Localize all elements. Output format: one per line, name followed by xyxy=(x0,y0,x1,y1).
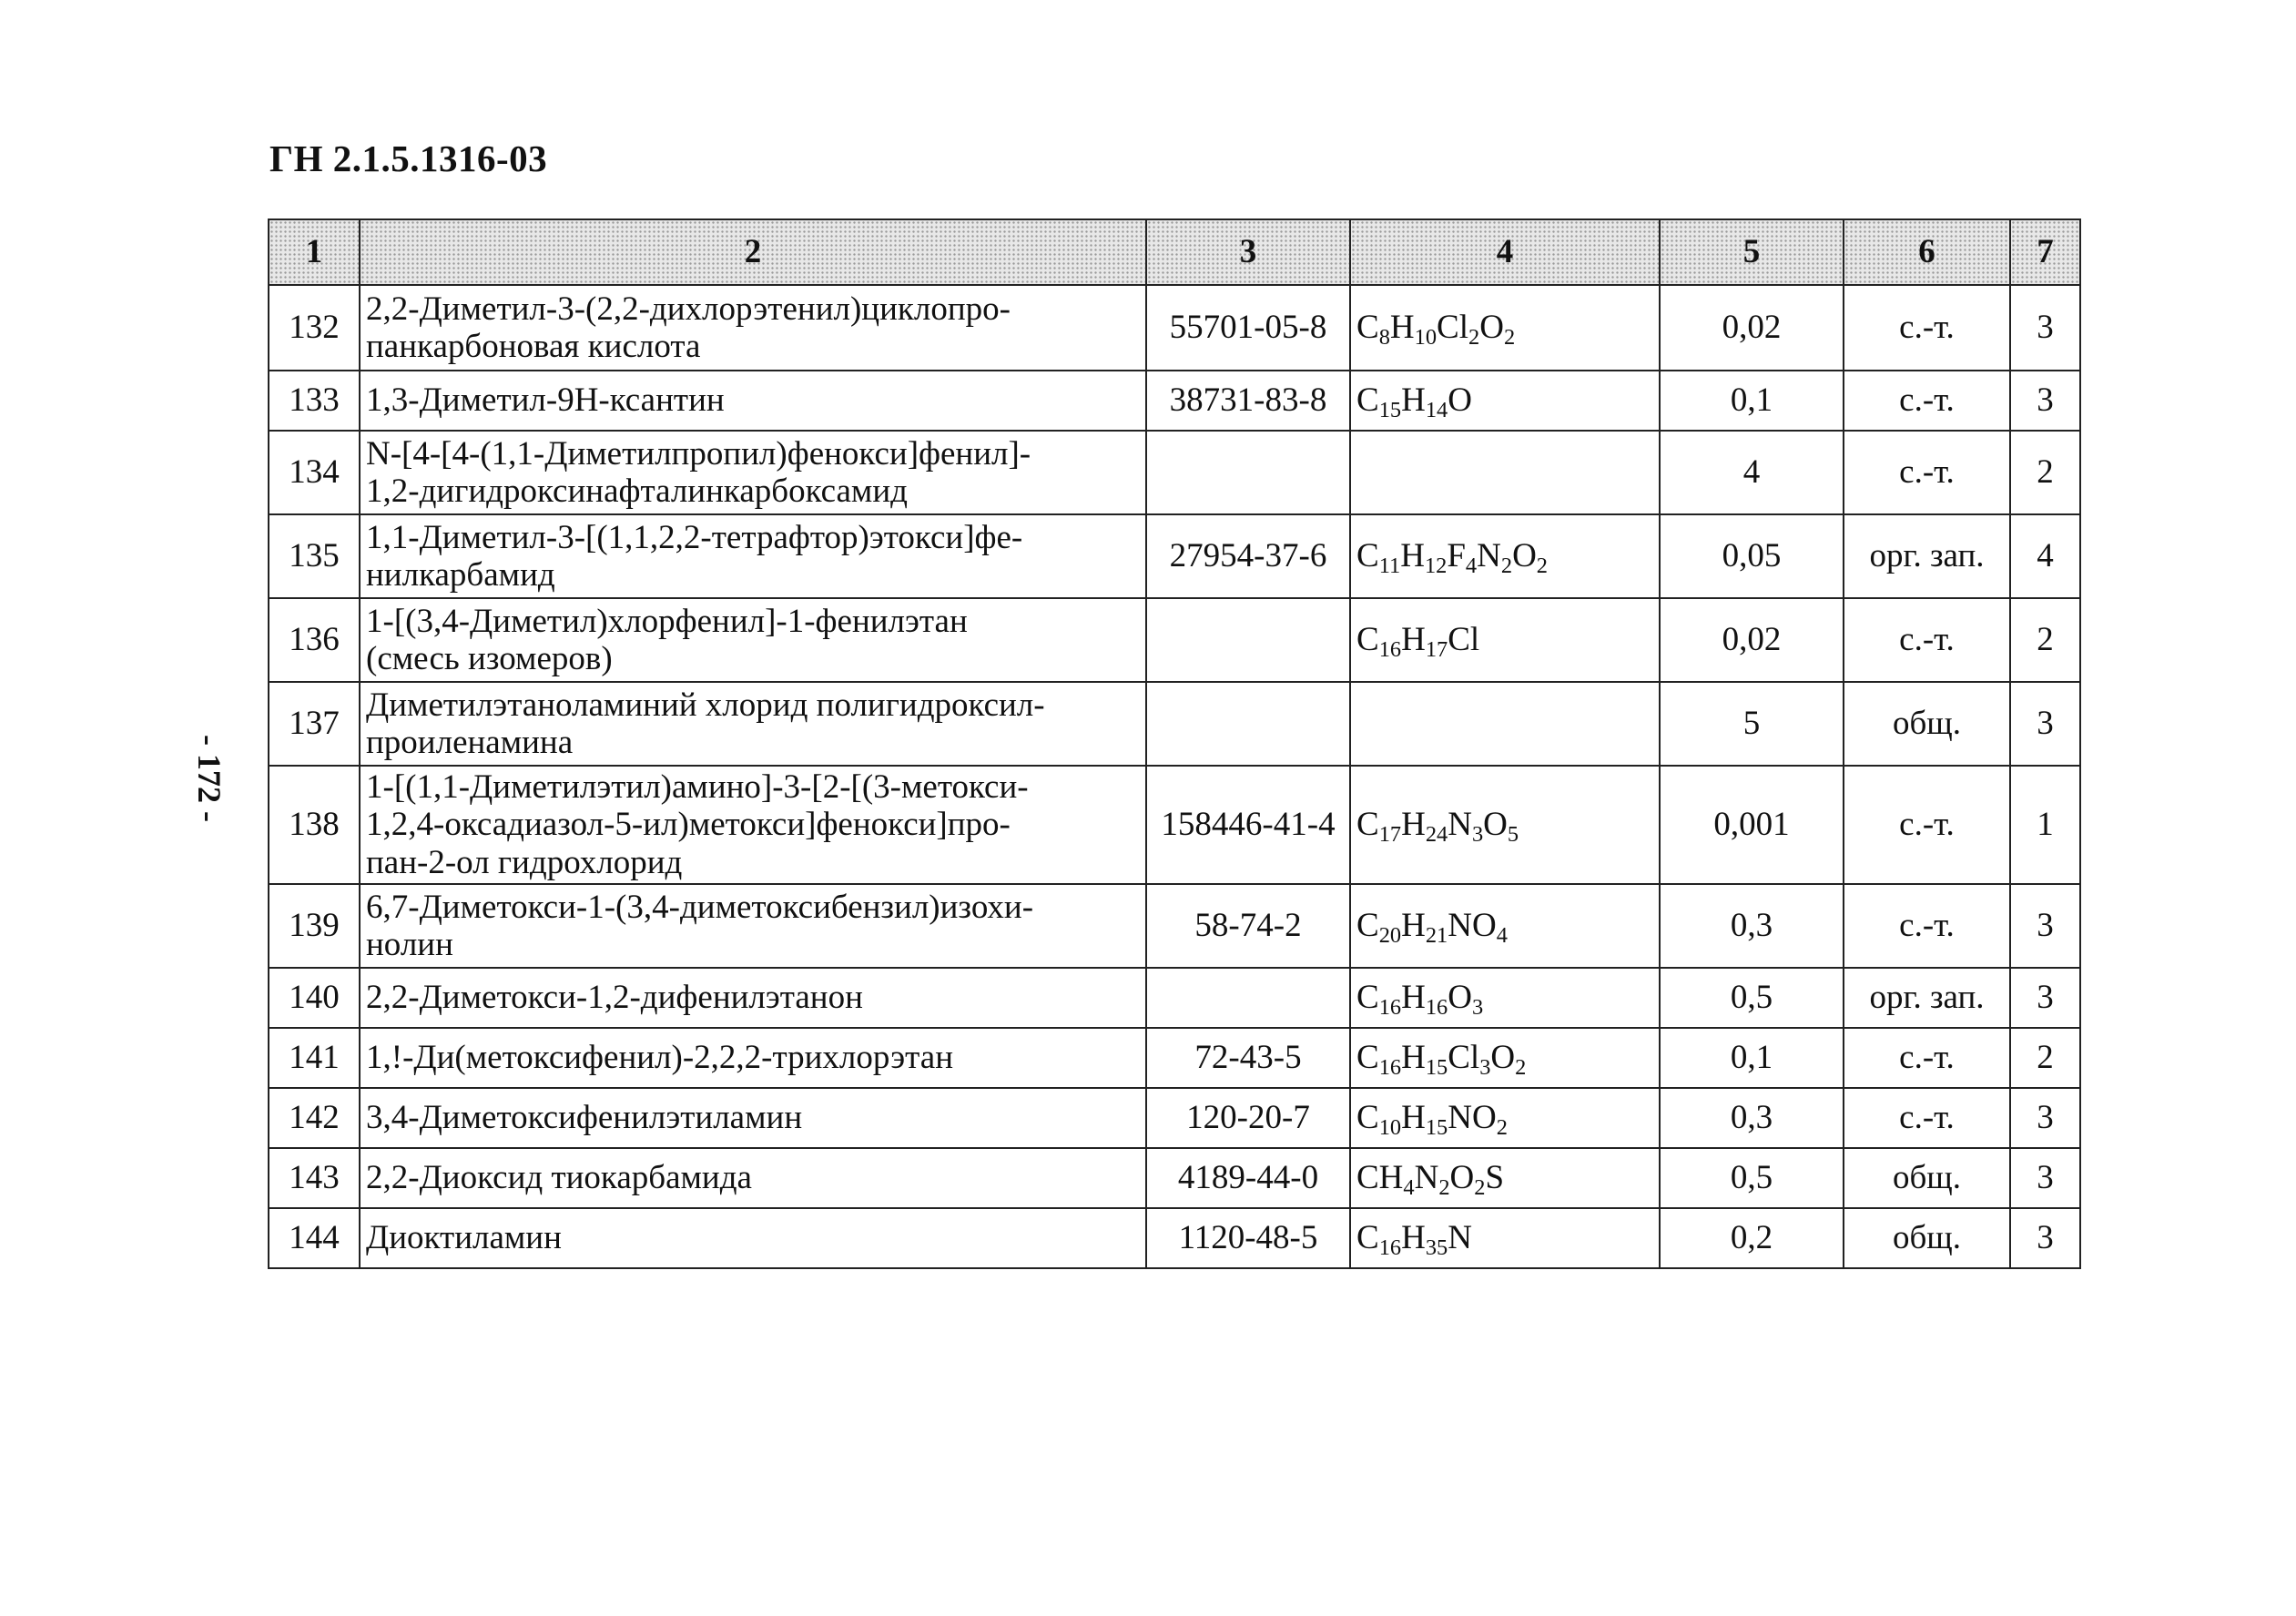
substance-name-cell: 3,4-Диметоксифенилэтиламин xyxy=(360,1088,1146,1148)
column-header: 1 xyxy=(269,219,360,285)
table-row xyxy=(269,431,2080,514)
limit-value-cell: 0,02 xyxy=(1660,598,1844,682)
cas-number-cell: 1120-48-5 xyxy=(1146,1208,1350,1268)
chemical-formula-cell xyxy=(1350,682,1660,766)
cas-number-cell: 38731-83-8 xyxy=(1146,371,1350,431)
chemical-formula-cell: $C_{17}H_{24}N_3O_5$ xyxy=(1350,766,1660,884)
hazard-class-cell: 3 xyxy=(2010,884,2080,968)
hazard-class-cell: 3 xyxy=(2010,285,2080,371)
row-number-cell: 140 xyxy=(269,968,360,1028)
hazard-class-cell: 2 xyxy=(2010,431,2080,514)
hazard-class-cell: 3 xyxy=(2010,371,2080,431)
page-number: - 172 - xyxy=(191,735,228,822)
hazard-class-cell: 3 xyxy=(2010,1088,2080,1148)
row-number-cell: 134 xyxy=(269,431,360,514)
hazard-class-cell: 1 xyxy=(2010,766,2080,884)
cas-number-cell: 55701-05-8 xyxy=(1146,285,1350,371)
chemical-formula-cell: $C_{16}H_{16}O_3$ xyxy=(1350,968,1660,1028)
table-row xyxy=(269,514,2080,598)
hazard-indicator-cell: с.-т. xyxy=(1844,1028,2010,1088)
table-row xyxy=(269,884,2080,968)
table-row xyxy=(269,682,2080,766)
substance-name-cell: 1,3-Диметил-9Н-ксантин xyxy=(360,371,1146,431)
chemical-formula-cell: $C_{16}H_{15}Cl_3O_2$ xyxy=(1350,1028,1660,1088)
hazard-class-cell: 3 xyxy=(2010,968,2080,1028)
substance-name-cell: 2,2-Диметил-3-(2,2-дихлорэтенил)циклопро- панкарбоновая кислота xyxy=(360,285,1146,371)
row-number-cell: 138 xyxy=(269,766,360,884)
table-row xyxy=(269,598,2080,682)
column-header: 5 xyxy=(1660,219,1844,285)
hazard-class-cell: 4 xyxy=(2010,514,2080,598)
column-header: 7 xyxy=(2010,219,2080,285)
substance-name-cell: Диоктиламин xyxy=(360,1208,1146,1268)
column-header: 6 xyxy=(1844,219,2010,285)
hazard-indicator-cell: с.-т. xyxy=(1844,431,2010,514)
limit-value-cell: 0,02 xyxy=(1660,285,1844,371)
hazard-indicator-cell: с.-т. xyxy=(1844,371,2010,431)
chemical-formula-cell: $C_{16}H_{35}N$ xyxy=(1350,1208,1660,1268)
substance-name-cell: 1,!-Ди(метоксифенил)-2,2,2-трихлорэтан xyxy=(360,1028,1146,1088)
chemical-formula-cell: $C_{15}H_{14}O$ xyxy=(1350,371,1660,431)
row-number-cell: 143 xyxy=(269,1148,360,1208)
cas-number-cell xyxy=(1146,431,1350,514)
hazard-indicator-cell: с.-т. xyxy=(1844,884,2010,968)
document-code-header: ГН 2.1.5.1316-03 xyxy=(269,137,548,179)
chemical-formula-cell: $C_{10}H_{15}NO_2$ xyxy=(1350,1088,1660,1148)
substances-table xyxy=(268,219,2081,1269)
hazard-indicator-cell: орг. зап. xyxy=(1844,968,2010,1028)
table-row xyxy=(269,1028,2080,1088)
table-row xyxy=(269,285,2080,371)
limit-value-cell: 0,5 xyxy=(1660,968,1844,1028)
cas-number-cell xyxy=(1146,682,1350,766)
table-row xyxy=(269,766,2080,884)
row-number-cell: 142 xyxy=(269,1088,360,1148)
row-number-cell: 132 xyxy=(269,285,360,371)
hazard-indicator-cell: с.-т. xyxy=(1844,598,2010,682)
limit-value-cell: 4 xyxy=(1660,431,1844,514)
row-number-cell: 144 xyxy=(269,1208,360,1268)
substance-name-cell: 2,2-Диметокси-1,2-дифенилэтанон xyxy=(360,968,1146,1028)
limit-value-cell: 0,1 xyxy=(1660,371,1844,431)
hazard-class-cell: 3 xyxy=(2010,1208,2080,1268)
substance-name-cell: 1,1-Диметил-3-[(1,1,2,2-тетрафтор)этокси]фе- нилкарбамид xyxy=(360,514,1146,598)
row-number-cell: 137 xyxy=(269,682,360,766)
hazard-class-cell: 2 xyxy=(2010,1028,2080,1088)
cas-number-cell: 158446-41-4 xyxy=(1146,766,1350,884)
chemical-formula-cell: $CH_4N_2O_2S$ xyxy=(1350,1148,1660,1208)
limit-value-cell: 0,3 xyxy=(1660,1088,1844,1148)
column-header: 4 xyxy=(1350,219,1660,285)
chemical-formula-cell: $C_8H_{10}Cl_2O_2$ xyxy=(1350,285,1660,371)
substance-name-cell: 1-[(3,4-Диметил)хлорфенил]-1-фенилэтан (смесь изомеров) xyxy=(360,598,1146,682)
table-row xyxy=(269,968,2080,1028)
cas-number-cell: 72-43-5 xyxy=(1146,1028,1350,1088)
chemical-formula-cell: $C_{20}H_{21}NO_4$ xyxy=(1350,884,1660,968)
hazard-indicator-cell: общ. xyxy=(1844,1208,2010,1268)
table-header-row xyxy=(269,219,2080,285)
hazard-indicator-cell: с.-т. xyxy=(1844,766,2010,884)
limit-value-cell: 0,001 xyxy=(1660,766,1844,884)
hazard-class-cell: 3 xyxy=(2010,1148,2080,1208)
column-header: 3 xyxy=(1146,219,1350,285)
limit-value-cell: 0,5 xyxy=(1660,1148,1844,1208)
cas-number-cell xyxy=(1146,598,1350,682)
hazard-indicator-cell: с.-т. xyxy=(1844,285,2010,371)
substance-name-cell: 2,2-Диоксид тиокарбамида xyxy=(360,1148,1146,1208)
row-number-cell: 133 xyxy=(269,371,360,431)
substance-name-cell: 6,7-Диметокси-1-(3,4-диметоксибензил)изохи- нолин xyxy=(360,884,1146,968)
cas-number-cell xyxy=(1146,968,1350,1028)
row-number-cell: 139 xyxy=(269,884,360,968)
table-row xyxy=(269,371,2080,431)
limit-value-cell: 0,1 xyxy=(1660,1028,1844,1088)
table-row xyxy=(269,1088,2080,1148)
cas-number-cell: 27954-37-6 xyxy=(1146,514,1350,598)
row-number-cell: 135 xyxy=(269,514,360,598)
table-body xyxy=(269,285,2080,1268)
hazard-indicator-cell: орг. зап. xyxy=(1844,514,2010,598)
limit-value-cell: 5 xyxy=(1660,682,1844,766)
column-header: 2 xyxy=(360,219,1146,285)
cas-number-cell: 120-20-7 xyxy=(1146,1088,1350,1148)
table-row xyxy=(269,1208,2080,1268)
hazard-class-cell: 3 xyxy=(2010,682,2080,766)
limit-value-cell: 0,05 xyxy=(1660,514,1844,598)
chemical-formula-cell: $C_{11}H_{12}F_4N_2O_2$ xyxy=(1350,514,1660,598)
row-number-cell: 141 xyxy=(269,1028,360,1088)
hazard-class-cell: 2 xyxy=(2010,598,2080,682)
table-row xyxy=(269,1148,2080,1208)
substance-name-cell: Диметилэтаноламиний хлорид полигидроксил- проиленамина xyxy=(360,682,1146,766)
hazard-indicator-cell: общ. xyxy=(1844,682,2010,766)
limit-value-cell: 0,3 xyxy=(1660,884,1844,968)
cas-number-cell: 4189-44-0 xyxy=(1146,1148,1350,1208)
cas-number-cell: 58-74-2 xyxy=(1146,884,1350,968)
chemical-formula-cell: $C_{16}H_{17}Cl$ xyxy=(1350,598,1660,682)
row-number-cell: 136 xyxy=(269,598,360,682)
substance-name-cell: 1-[(1,1-Диметилэтил)амино]-3-[2-[(3-метокси- 1,2,4-оксадиазол-5-ил)метокси]фенокси]про- пан-2-ол гидрохлорид xyxy=(360,766,1146,884)
hazard-indicator-cell: с.-т. xyxy=(1844,1088,2010,1148)
chemical-formula-cell xyxy=(1350,431,1660,514)
substance-name-cell: N-[4-[4-(1,1-Диметилпропил)фенокси]фенил]- 1,2-дигидроксинафталинкарбоксамид xyxy=(360,431,1146,514)
hazard-indicator-cell: общ. xyxy=(1844,1148,2010,1208)
limit-value-cell: 0,2 xyxy=(1660,1208,1844,1268)
